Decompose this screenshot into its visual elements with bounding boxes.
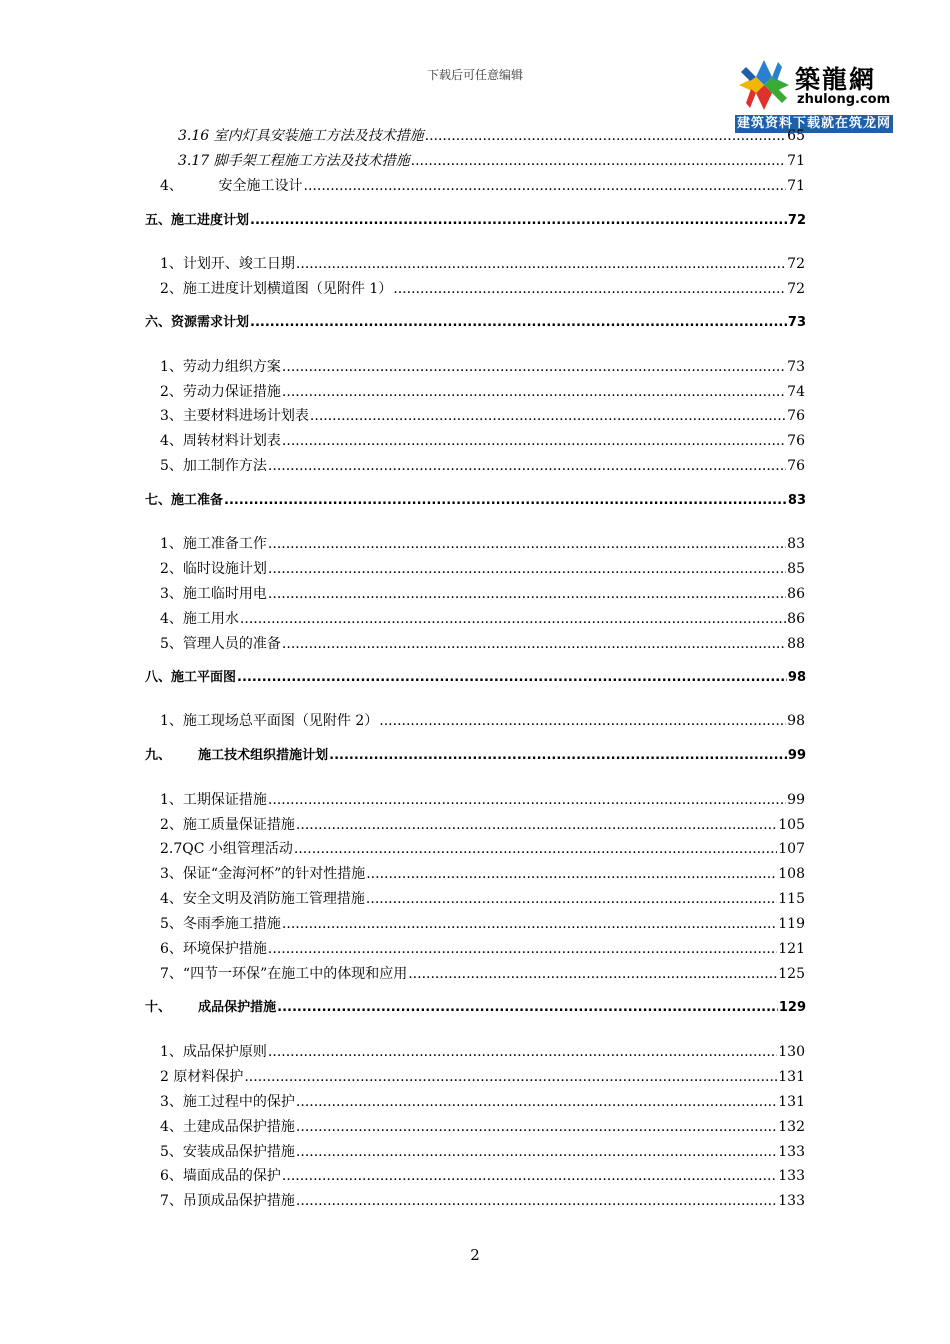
toc-dot-leader: [329, 746, 787, 766]
toc-entry-title: 4、周转材料计划表: [160, 433, 281, 449]
toc-entry-title: 六、资源需求计划: [145, 315, 250, 330]
toc-entry-row[interactable]: [160, 889, 805, 909]
toc-entry-title: 2、施工质量保证措施: [160, 817, 295, 833]
toc-entry-title: 6、墙面成品的保护: [160, 1168, 281, 1184]
toc-dot-leader: [379, 711, 786, 731]
toc-page-number: 83: [787, 536, 805, 552]
toc-dot-leader: [282, 357, 786, 377]
toc-entry-row[interactable]: [160, 1166, 805, 1186]
toc-chapter-row[interactable]: [145, 746, 806, 766]
toc-entry-title: 7、“四节一环保”在施工中的体现和应用: [160, 966, 408, 982]
toc-entry-title: 7、吊顶成品保护措施: [160, 1193, 295, 1209]
toc-dot-leader: [425, 126, 787, 146]
toc-entry-row[interactable]: [160, 382, 805, 402]
toc-dot-leader: [310, 406, 786, 426]
toc-page-number: 99: [787, 792, 805, 808]
toc-dot-leader: [268, 534, 786, 554]
toc-page-number: 73: [787, 315, 806, 330]
toc-dot-leader: [296, 1191, 777, 1211]
toc-entry-row[interactable]: [160, 634, 805, 654]
toc-page-number: 133: [778, 1144, 805, 1160]
toc-chapter-row[interactable]: [145, 668, 806, 688]
toc-page-number: 74: [787, 384, 805, 400]
toc-entry-title: 4、施工用水: [160, 611, 239, 627]
toc-page-number: 86: [787, 611, 805, 627]
toc-dot-leader: [237, 668, 787, 688]
toc-entry-title: 九、 施工技术组织措施计划: [145, 748, 329, 763]
toc-entry-title: 3、主要材料进场计划表: [160, 408, 309, 424]
logo-banner: 建筑资料下载就在筑龙网: [736, 116, 891, 131]
toc-entry-title: 2.7QC 小组管理活动: [160, 841, 293, 857]
toc-dot-leader: [296, 1092, 777, 1112]
toc-entry-row[interactable]: [160, 431, 805, 451]
toc-page-number: 131: [778, 1069, 805, 1085]
toc-page-number: 99: [787, 748, 806, 763]
toc-page-number: 107: [778, 841, 805, 857]
toc-dot-leader: [366, 889, 777, 909]
toc-page-number: 98: [787, 713, 805, 729]
toc-page-number: 129: [778, 1000, 806, 1015]
toc-dot-leader: [268, 559, 786, 579]
toc-dot-leader: [282, 634, 786, 654]
toc-entry-title: 5、安装成品保护措施: [160, 1144, 295, 1160]
toc-entry-row[interactable]: [160, 456, 805, 476]
toc-entry-row[interactable]: [160, 1092, 805, 1112]
toc-page-number: 76: [787, 408, 805, 424]
toc-dot-leader: [250, 211, 787, 231]
toc-dot-leader: [224, 491, 787, 511]
toc-page-number: 85: [787, 561, 805, 577]
toc-page-number: 88: [787, 636, 805, 652]
toc-page-number: 115: [778, 891, 805, 907]
toc-page-number: 133: [778, 1193, 805, 1209]
toc-dot-leader: [282, 382, 786, 402]
toc-entry-title: 十、 成品保护措施: [145, 1000, 277, 1015]
toc-page-number: 119: [778, 916, 805, 932]
toc-entry-row[interactable]: [160, 584, 805, 604]
toc-page-number: 83: [787, 493, 806, 508]
toc-page-number: 132: [778, 1119, 805, 1135]
toc-chapter-row[interactable]: [145, 998, 806, 1018]
header-note: 下载后可任意编辑: [426, 68, 523, 82]
toc-entry-row[interactable]: [160, 176, 805, 196]
toc-dot-leader: [393, 279, 786, 299]
toc-page-number: 108: [778, 866, 805, 882]
toc-chapter-row[interactable]: [145, 211, 806, 231]
toc-entry-row[interactable]: [160, 790, 805, 810]
toc-entry-title: 5、冬雨季施工措施: [160, 916, 281, 932]
toc-page-number: 133: [778, 1168, 805, 1184]
toc-entry-title: 五、施工进度计划: [145, 213, 250, 228]
toc-page-number: 76: [787, 458, 805, 474]
toc-entry-row[interactable]: [160, 1191, 805, 1211]
toc-entry-title: 3.16 室内灯具安装施工方法及技术措施: [178, 128, 424, 144]
toc-entry-row[interactable]: [178, 151, 805, 171]
toc-entry-title: 5、管理人员的准备: [160, 636, 281, 652]
toc-dot-leader: [294, 839, 777, 859]
toc-entry-row[interactable]: [160, 534, 805, 554]
toc-entry-title: 4、土建成品保护措施: [160, 1119, 295, 1135]
toc-entry-row[interactable]: [160, 1042, 805, 1062]
toc-dot-leader: [296, 1142, 777, 1162]
toc-entry-row[interactable]: [160, 559, 805, 579]
toc-entry-title: 2、临时设施计划: [160, 561, 267, 577]
toc-entry-title: 3.17 脚手架工程施工方法及技术措施: [178, 153, 410, 169]
toc-entry-row[interactable]: [160, 1142, 805, 1162]
toc-entry-title: 八、施工平面图: [145, 670, 237, 685]
toc-entry-row[interactable]: [178, 126, 805, 146]
toc-page-number: 72: [787, 256, 805, 272]
toc-dot-leader: [282, 1166, 777, 1186]
toc-entry-title: 2、施工进度计划横道图（见附件 1）: [160, 281, 393, 297]
toc-dot-leader: [244, 1067, 777, 1087]
logo-chinese-text: 築龍網: [795, 65, 877, 94]
toc-page-number: 76: [787, 433, 805, 449]
toc-entry-title: 4、安全文明及消防施工管理措施: [160, 891, 365, 907]
toc-dot-leader: [296, 1117, 777, 1137]
toc-dot-leader: [250, 313, 787, 333]
toc-entry-title: 4、 安全施工设计: [160, 178, 303, 194]
toc-entry-title: 5、加工制作方法: [160, 458, 267, 474]
toc-entry-row[interactable]: [160, 815, 805, 835]
toc-entry-title: 1、工期保证措施: [160, 792, 267, 808]
toc-entry-row[interactable]: [160, 254, 805, 274]
toc-page-number: 73: [787, 359, 805, 375]
toc-entry-row[interactable]: [160, 914, 805, 934]
toc-entry-row[interactable]: [160, 357, 805, 377]
toc-entry-title: 七、施工准备: [145, 493, 224, 508]
toc-dot-leader: [268, 1042, 777, 1062]
toc-dot-leader: [240, 609, 786, 629]
toc-dot-leader: [268, 939, 777, 959]
toc-dot-leader: [277, 998, 778, 1018]
toc-page-number: 71: [787, 153, 805, 169]
toc-entry-row[interactable]: [160, 939, 805, 959]
toc-page-number: 72: [787, 281, 805, 297]
toc-entry-title: 3、施工临时用电: [160, 586, 267, 602]
toc-dot-leader: [268, 456, 786, 476]
toc-entry-title: 2 原材料保护: [160, 1069, 244, 1085]
toc-page-number: 86: [787, 586, 805, 602]
toc-entry-row[interactable]: [160, 1117, 805, 1137]
toc-page-number: 131: [778, 1094, 805, 1110]
toc-entry-title: 3、施工过程中的保护: [160, 1094, 295, 1110]
toc-entry-title: 2、劳动力保证措施: [160, 384, 281, 400]
toc-entry-title: 3、保证“金海河杯”的针对性措施: [160, 866, 366, 882]
toc-page-number: 125: [778, 966, 805, 982]
toc-dot-leader: [408, 964, 777, 984]
toc-page-number: 71: [787, 178, 805, 194]
toc-dot-leader: [366, 864, 777, 884]
toc-dot-leader: [304, 176, 787, 196]
toc-dot-leader: [296, 254, 786, 274]
toc-dot-leader: [268, 584, 786, 604]
toc-dot-leader: [282, 914, 777, 934]
toc-dot-leader: [282, 431, 786, 451]
toc-dot-leader: [296, 815, 777, 835]
toc-page-number: 121: [778, 941, 805, 957]
toc-dot-leader: [268, 790, 786, 810]
toc-entry-row[interactable]: [160, 279, 805, 299]
toc-entry-title: 1、施工准备工作: [160, 536, 267, 552]
toc-page-number: 98: [787, 670, 806, 685]
toc-page-number: 65: [787, 128, 805, 144]
toc-entry-row[interactable]: [160, 609, 805, 629]
toc-entry-title: 1、计划开、竣工日期: [160, 256, 295, 272]
toc-chapter-row[interactable]: [145, 313, 806, 333]
toc-entry-title: 6、环境保护措施: [160, 941, 267, 957]
toc-entry-row[interactable]: [160, 406, 805, 426]
toc-entry-title: 1、成品保护原则: [160, 1044, 267, 1060]
toc-entry-row[interactable]: [160, 711, 805, 731]
toc-dot-leader: [411, 151, 787, 171]
toc-entry-row[interactable]: [160, 864, 805, 884]
logo-english-text: zhulong.com: [797, 92, 891, 107]
toc-page-number: 72: [787, 213, 806, 228]
toc-entry-row[interactable]: [160, 839, 805, 859]
toc-entry-title: 1、施工现场总平面图（见附件 2）: [160, 713, 379, 729]
toc-entry-title: 1、劳动力组织方案: [160, 359, 281, 375]
toc-entry-row[interactable]: [160, 964, 805, 984]
toc-page-number: 105: [778, 817, 805, 833]
toc-page-number: 130: [778, 1044, 805, 1060]
toc-entry-row[interactable]: [160, 1067, 805, 1087]
page-number: 2: [470, 1246, 480, 1264]
toc-chapter-row[interactable]: [145, 491, 806, 511]
